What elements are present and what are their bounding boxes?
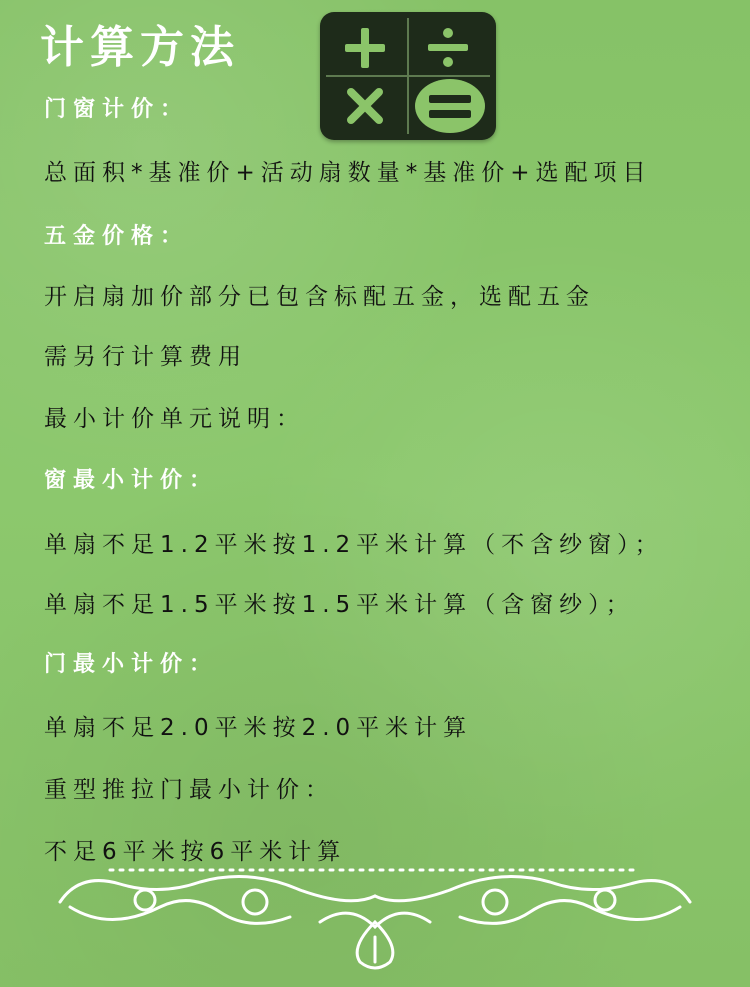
content-line: 重型推拉门最小计价：	[44, 777, 334, 803]
divide-icon	[428, 28, 468, 67]
content-line: 单扇不足1.5平米按1.5平米计算（含窗纱）；	[44, 592, 635, 618]
section-heading: 窗最小计价：	[44, 468, 219, 493]
content-line: 单扇不足1.2平米按1.2平米计算（不含纱窗）；	[44, 532, 664, 558]
content-line: 最小计价单元说明：	[44, 406, 305, 432]
section-heading: 门窗计价：	[44, 97, 190, 122]
content-line: 不足6平米按6平米计算	[44, 839, 347, 865]
content-line: 总面积*基准价+活动扇数量*基准价+选配项目	[44, 160, 652, 186]
page-title: 计算方法	[40, 22, 240, 73]
content-line: 需另行计算费用	[44, 344, 247, 370]
plus-icon	[345, 28, 385, 68]
content-line: 开启扇加价部分已包含标配五金，选配五金	[44, 284, 595, 310]
content-line: 单扇不足2.0平米按2.0平米计算	[44, 715, 473, 741]
calculator-icon	[320, 12, 496, 140]
equals-icon	[415, 79, 485, 133]
decorative-ornament	[50, 862, 700, 977]
section-heading: 门最小计价：	[44, 652, 219, 677]
multiply-icon	[351, 92, 379, 120]
section-heading: 五金价格：	[44, 224, 190, 249]
calculator-symbols	[320, 12, 496, 140]
